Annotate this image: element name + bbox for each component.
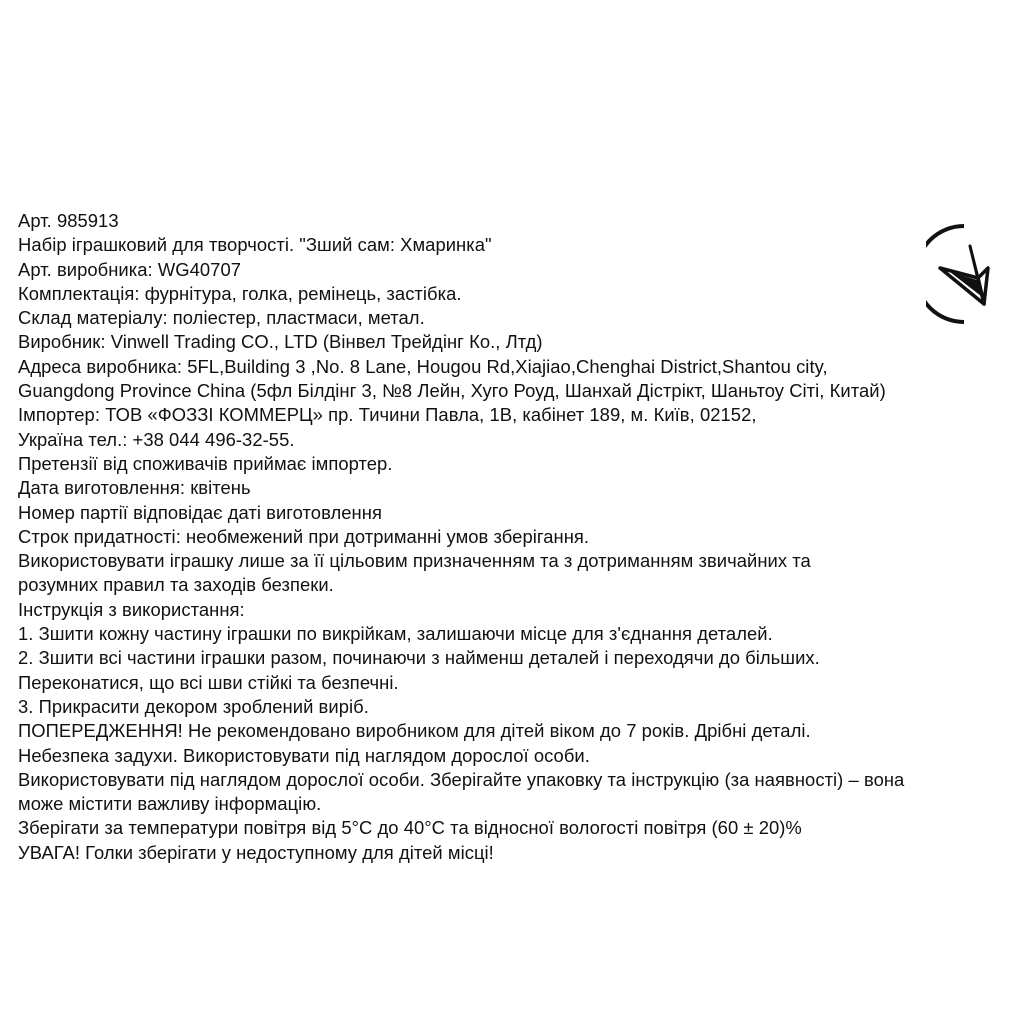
product-label-text xyxy=(18,209,1008,865)
instruction-step-2: 2. Зшити всі частини іграшки разом, починаючи з найменш деталей і переходячи до більших. xyxy=(18,647,820,669)
warning-line-1: ПОПЕРЕДЖЕННЯ! Не рекомендовано виробником для дітей віком до 7 років. Дрібні деталі. xyxy=(18,720,811,742)
importer-line-2: Україна тел.: +38 044 496-32-55. xyxy=(18,428,295,450)
batch-number-line: Номер партії відповідає даті виготовлення xyxy=(18,501,382,523)
usage-note-line-2: розумних правил та заходів безпеки. xyxy=(18,574,334,596)
instructions-heading: Інструкція з використання: xyxy=(18,598,245,620)
manufacturer-line: Виробник: Vinwell Trading CO., LTD (Вінвел Трейдінг Ко., Лтд) xyxy=(18,331,543,353)
supervision-line-2: може містити важливу інформацію. xyxy=(18,793,322,815)
manufacturer-article: Арт. виробника: WG40707 xyxy=(18,258,242,280)
manufacture-date-line: Дата виготовлення: квітень xyxy=(18,477,251,499)
article-number: Арт. 985913 xyxy=(18,210,119,231)
warning-line-2: Небезпека задухи. Використовувати під наглядом дорослої особи. xyxy=(18,744,590,766)
ukrsepro-conformity-mark-icon xyxy=(926,224,1002,324)
supervision-line-1: Використовувати під наглядом дорослої особи. Зберігайте упаковку та інструкцію (за наявності) – вона xyxy=(18,768,905,790)
instruction-step-2-continued: Переконатися, що всі шви стійкі та безпечні. xyxy=(18,671,399,693)
contents-line: Комплектація: фурнітура, голка, ремінець, застібка. xyxy=(18,282,462,304)
usage-note-line-1: Використовувати іграшку лише за її цільовим призначенням та з дотриманням звичайних та xyxy=(18,550,811,572)
material-line: Склад матеріалу: поліестер, пластмаси, метал. xyxy=(18,307,425,329)
product-name: Набір іграшковий для творчості. "Зший сам: Хмаринка" xyxy=(18,234,492,256)
storage-conditions-line: Зберігати за температури повітря від 5°C до 40°C та відносної вологості повітря (60 ± 20)% xyxy=(18,817,802,839)
instruction-step-1: 1. Зшити кожну частину іграшки по викрійкам, залишаючи місце для з'єднання деталей. xyxy=(18,623,773,645)
claims-line: Претензії від споживачів приймає імпортер. xyxy=(18,452,393,474)
manufacturer-address-line-1: Адреса виробника: 5FL,Building 3 ,No. 8 Lane, Hougou Rd,Xiajiao,Chenghai District,Shantou city, xyxy=(18,355,828,377)
instruction-step-3: 3. Прикрасити декором зроблений виріб. xyxy=(18,695,369,717)
importer-line-1: Імпортер: ТОВ «ФОЗЗІ КОММЕРЦ» пр. Тичини Павла, 1В, кабінет 189, м. Київ, 02152, xyxy=(18,404,757,426)
needles-warning-line: УВАГА! Голки зберігати у недоступному для дітей місці! xyxy=(18,841,494,863)
shelf-life-line: Строк придатності: необмежений при дотриманні умов зберігання. xyxy=(18,525,590,547)
manufacturer-address-line-2: Guangdong Province China (5фл Білдінг 3, №8 Лейн, Хуго Роуд, Шанхай Дістрікт, Шаньтоу Сіті, Китай) xyxy=(18,380,886,402)
